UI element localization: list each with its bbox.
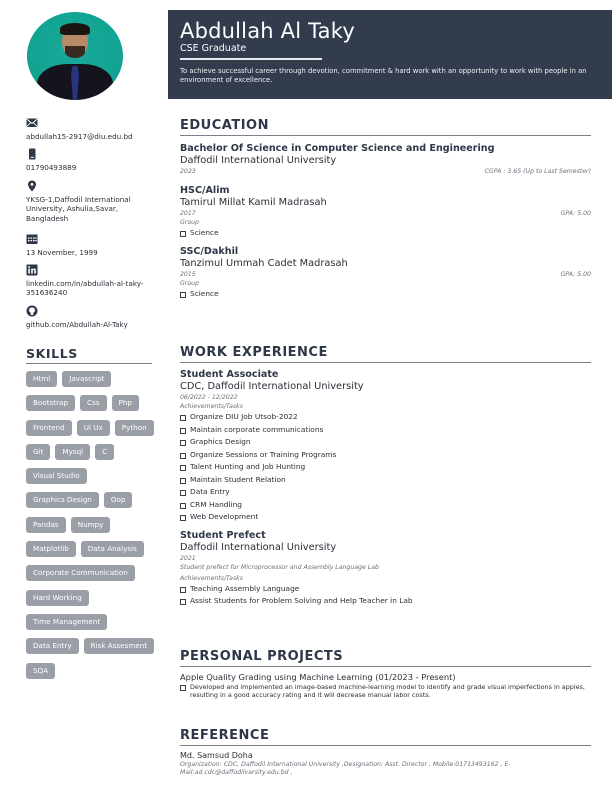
contact-github[interactable]: [26, 305, 158, 329]
task-item: Teaching Assembly Language: [180, 583, 591, 596]
education-result: CGPA : 3.65 (Up to Last Semester): [484, 168, 591, 175]
dob-text: 13 November, 1999: [26, 248, 98, 257]
address-text: YKSG-1,Daffodil International University, Ashulia,Savar, Bangladesh: [26, 195, 131, 223]
skill-tag: Oop: [104, 492, 133, 508]
work-period: 2021: [180, 554, 196, 562]
degree-name: HSC/Alim: [180, 185, 230, 196]
skill-tag: Numpy: [71, 517, 111, 533]
skill-tag: Bootstrap: [26, 395, 75, 411]
task-list: [180, 411, 591, 524]
position-title: Student Associate: [180, 369, 279, 380]
skill-tag: Hard Working: [26, 590, 89, 606]
project-entry: [180, 672, 591, 699]
skill-tag: Python: [115, 420, 154, 436]
group-value: Science: [180, 227, 591, 240]
task-item: Graphics Design: [180, 436, 591, 449]
education-year: 2017: [180, 210, 196, 217]
education-year: 2015: [180, 270, 196, 278]
skill-tag: Frontend: [26, 420, 72, 436]
reference-name: Md. Samsud Doha: [180, 751, 253, 760]
education-result: GPA: 5.00: [560, 270, 591, 278]
education-year: 2023: [180, 168, 196, 175]
skill-tag: Matplotlib: [26, 541, 76, 557]
skill-tag: Html: [26, 371, 57, 387]
job-title: CSE Graduate: [180, 43, 247, 54]
profile-photo: [27, 12, 123, 100]
skill-tag: Data Analysis: [81, 541, 144, 557]
tasks-label: Achievements/Tasks: [180, 403, 243, 410]
contact-dob: [26, 233, 158, 257]
work-entry: [180, 369, 591, 524]
reference-heading: REFERENCE: [180, 728, 591, 746]
github-link[interactable]: github.com/Abdullah-Al-Taky: [26, 320, 128, 329]
task-item: Organize DIU Job Utsob-2022: [180, 411, 591, 424]
contact-email: [26, 117, 158, 141]
skills-list: [26, 371, 158, 679]
project-title: Apple Quality Grading using Machine Learning (01/2023 - Present): [180, 672, 456, 682]
skill-tag: Javascript: [62, 371, 111, 387]
header-banner: [168, 10, 612, 99]
linkedin-link[interactable]: linkedin.com/in/abdullah-al-taky-351636240: [26, 279, 144, 298]
task-item: Assist Students for Problem Solving and Help Teacher in Lab: [180, 595, 591, 608]
skill-tag: Css: [80, 395, 107, 411]
phone-text: 01790493889: [26, 163, 77, 172]
skill-tag: Pandas: [26, 517, 66, 533]
skill-tag: Data Entry: [26, 638, 79, 654]
phone-icon: [26, 148, 38, 160]
tasks-label: Achievements/Tasks: [180, 574, 243, 582]
task-list: [180, 583, 591, 608]
education-entry: [180, 143, 591, 176]
career-objective: To achieve successful career through devotion, commitment & hard work with an opportunity to work with people in an environment of excellence.: [180, 66, 587, 84]
work-section: [180, 345, 591, 608]
task-item: Maintain corporate communications: [180, 424, 591, 437]
group-value: Science: [180, 288, 591, 301]
header-divider: [180, 58, 322, 60]
skills-heading: SKILLS: [26, 346, 152, 364]
education-heading: EDUCATION: [180, 118, 591, 136]
projects-section: [180, 649, 591, 699]
task-item: Maintain Student Relation: [180, 474, 591, 487]
education-entry: [180, 185, 591, 240]
skill-tag: Git: [26, 444, 50, 460]
contact-phone: [26, 148, 158, 172]
degree-name: SSC/Dakhil: [180, 245, 239, 257]
task-item: Organize Sessions or Training Programs: [180, 449, 591, 462]
skill-tag: SQA: [26, 663, 55, 679]
envelope-icon: [26, 117, 38, 129]
task-item: Data Entry: [180, 486, 591, 499]
education-result: GPA: 5.00: [560, 210, 591, 217]
work-entry: [180, 530, 591, 608]
skill-tag: Php: [112, 395, 139, 411]
work-heading: WORK EXPERIENCE: [180, 345, 591, 363]
education-section: [180, 118, 591, 300]
skill-tag: Mysql: [55, 444, 90, 460]
project-description: Developed and implemented an image-based machine-learning model to identify and grade visual imperfections in apples, resulting in a good accuracy rating and it will decrease manual labor costs.: [180, 683, 591, 699]
position-title: Student Prefect: [180, 529, 266, 541]
degree-name: Bachelor Of Science in Computer Science and Engineering: [180, 143, 495, 154]
skill-tag: Risk Assesment: [84, 638, 155, 654]
education-entry: [180, 246, 591, 301]
reference-details: Organization: CDC, Daffodil International University ,Designation: Asst. Director , Mobile:01713493162 , E-Mail:ad.cdc@daffodilvarsity.edu.bd ,: [180, 761, 511, 776]
skill-tag: Corporate Communication: [26, 565, 135, 581]
location-pin-icon: [26, 180, 38, 192]
projects-heading: PERSONAL PROJECTS: [180, 649, 591, 667]
group-label: Group: [180, 279, 199, 287]
calendar-icon: [26, 233, 38, 245]
reference-entry: [180, 751, 591, 777]
linkedin-icon: [26, 264, 38, 276]
institution-name: Daffodil International University: [180, 155, 337, 166]
task-item: CRM Handling: [180, 499, 591, 512]
skill-tag: Ui Ux: [77, 420, 110, 436]
group-label: Group: [180, 219, 199, 226]
institution-name: Tamirul Millat Kamil Madrasah: [180, 197, 327, 208]
skill-tag: Time Management: [26, 614, 107, 630]
work-period: 06/2022 - 12/2022: [180, 394, 238, 401]
skill-tag: Graphics Design: [26, 492, 99, 508]
email-text: abdullah15-2917@diu.edu.bd: [26, 132, 133, 141]
company-name: CDC, Daffodil International University: [180, 381, 364, 392]
github-icon: [26, 305, 38, 317]
contact-address: [26, 180, 158, 223]
skill-tag: Visual Studio: [26, 468, 87, 484]
work-description: Student prefect for Microprocessor and Assembly Language Lab: [180, 563, 379, 571]
task-item: Talent Hunting and Job Hunting: [180, 461, 591, 474]
institution-name: Tanzimul Ummah Cadet Madrasah: [180, 257, 348, 269]
company-name: Daffodil International University: [180, 541, 337, 553]
task-item: Web Development: [180, 511, 591, 524]
reference-section: [180, 728, 591, 777]
skill-tag: C: [95, 444, 114, 460]
full-name: Abdullah Al Taky: [180, 19, 355, 43]
contact-linkedin[interactable]: [26, 264, 158, 298]
